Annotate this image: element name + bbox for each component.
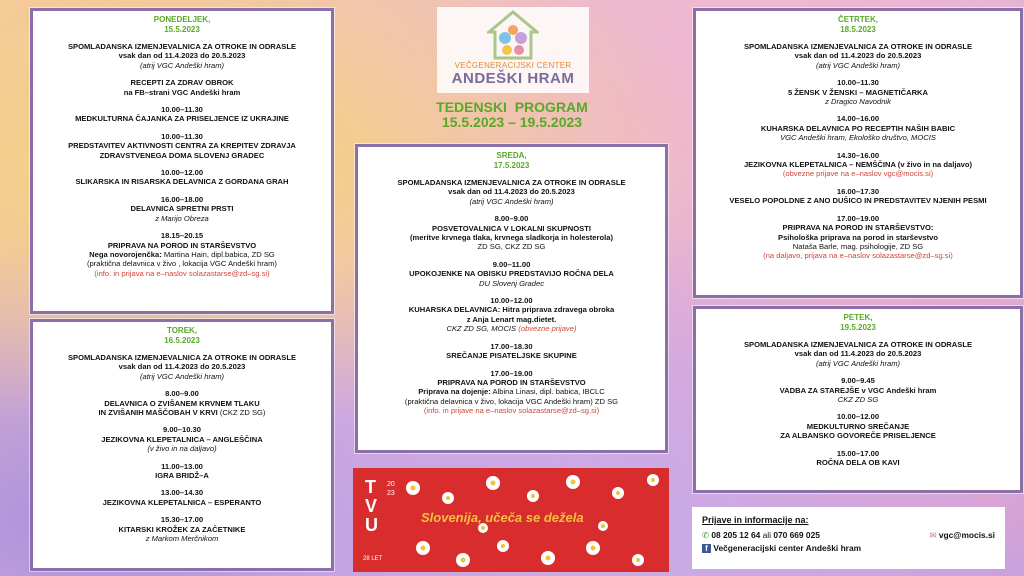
event [702, 151, 1014, 179]
program-dates: 15.5.2023 – 19.5.2023 [441, 114, 583, 130]
event-title-line2: ZA ALBANSKO GOVOREČE PRISELJENCE [780, 431, 936, 441]
phone-2[interactable]: 070 669 025 [773, 530, 820, 540]
event-time: 10.00–11.30 [161, 131, 203, 141]
event [39, 389, 325, 417]
event [364, 260, 659, 288]
event-detail-person: Albina Linasi, dipl. babica, IBCLC [490, 387, 605, 397]
event [39, 105, 325, 124]
event-title: ROČNA DELA OB KAVI [816, 458, 900, 468]
contact-facebook [702, 543, 995, 553]
event-title: PRIPRAVA NA POROD IN STARŠEVSTVO [437, 377, 586, 387]
facebook-link[interactable]: Večgeneracijski center Andeški hram [713, 543, 862, 553]
event-note: (v živo in na daljavo) [147, 444, 217, 454]
event-title-line2 [39, 408, 325, 417]
event-title-line2: (meritve krvnega tlaka, krvnega sladkorja in holesterola) [409, 233, 613, 243]
event-time: 18.15–20.15 [160, 231, 204, 241]
monday-card [30, 8, 334, 314]
event-host: z Marijo Obreza [155, 213, 209, 223]
event-info: (na daljavo, prijava na e–naslov solazastarse@zd–sg.si) [763, 251, 953, 261]
event-info: (info. in prijava na e–naslov solazastarse@zd–sg.si) [94, 268, 270, 278]
event [702, 412, 1014, 440]
logo [437, 7, 589, 93]
event-host: VGC Andeški hram, Ekološko društvo, MOCIS [780, 133, 936, 143]
event-detail-label: Nega novorojenčka: [89, 249, 162, 259]
event-time: 17.00–19.00 [836, 213, 880, 223]
event [39, 78, 325, 97]
event [702, 187, 1014, 206]
tuesday-card [30, 319, 334, 571]
event-time: 15.30–17.00 [160, 515, 204, 525]
day-date: 15.5.2023 [164, 24, 200, 34]
event-org [364, 324, 659, 333]
day-date: 17.5.2023 [493, 160, 530, 170]
event-title: DELAVNICA O ZVIŠANEM KRVNEM TLAKU [104, 398, 260, 408]
day-date: 16.5.2023 [164, 335, 200, 345]
event [702, 42, 1014, 70]
event-title: JEZIKOVNA KLEPETALNICA – NEMŠČINA (v živo in na daljavo) [743, 160, 973, 170]
thursday-card [693, 8, 1023, 298]
event [702, 114, 1014, 142]
day-name: SREDA, [496, 151, 527, 160]
event-title: IGRA BRIDŽ–A [155, 471, 209, 481]
friday-card [693, 306, 1023, 493]
day-date: 19.5.2023 [840, 322, 876, 332]
event-subtitle: vsak dan od 11.4.2023 do 20.5.2023 [448, 187, 575, 197]
tvu-banner [353, 468, 669, 572]
event [39, 462, 325, 481]
event-time: 16.00–18.00 [160, 194, 204, 204]
event-title: POSVETOVALNICA V LOKALNI SKUPNOSTI [432, 223, 591, 233]
house-logo-icon [487, 10, 539, 60]
day-name: PETEK, [843, 313, 873, 322]
event-title: PRIPRAVA NA POROD IN STARŠEVSTVO: [782, 223, 934, 233]
event [364, 214, 659, 252]
event-title-line2: ZDRAVSTVENEGA DOMA SLOVENJ GRADEC [99, 150, 265, 160]
event [39, 195, 325, 223]
event [39, 231, 325, 278]
event-title-line2-text: IN ZVIŠANIH MAŠČOBAH V KRVI [98, 408, 218, 418]
event-subtitle: vsak dan od 11.4.2023 do 20.5.2023 [118, 362, 246, 372]
day-name: ČETRTEK, [838, 15, 878, 24]
logo-subtitle: VEČGENERACIJSKI CENTER [454, 61, 572, 70]
event-title: DELAVNICA SPRETNI PRSTI [130, 204, 234, 214]
event-time: 9.00–11.00 [492, 259, 531, 269]
event-requirement: (obvezne prijave na e–naslov vgc@mocis.si) [782, 169, 934, 179]
event-info: (info. in prijave na e–naslov solazastarse@zd–sg.si) [423, 406, 600, 416]
event-title: SPOMLADANSKA IZMENJEVALNICA ZA OTROKE IN ODRASLE [67, 353, 297, 362]
banner-slogan: Slovenija, učeča se dežela [421, 510, 584, 525]
event-title: KITARSKI KROŽEK ZA ZAČETNIKE [118, 524, 246, 534]
event-detail [364, 387, 659, 396]
contact-row [702, 530, 995, 540]
event-title: SPOMLADANSKA IZMENJEVALNICA ZA OTROKE IN ODRASLE [397, 178, 626, 187]
phone-icon: ✆ [702, 530, 710, 540]
event [702, 376, 1014, 404]
event-org-text: CKZ ZD SG, MOCIS [446, 324, 519, 334]
event [39, 168, 325, 187]
day-name: PONEDELJEK, [153, 15, 211, 24]
event [39, 132, 325, 160]
event-title: SLIKARSKA IN RISARSKA DELAVNICA Z GORDANA GRAH [75, 177, 289, 187]
event-requirement: (obvezne prijave) [518, 324, 577, 334]
event-title: VESELO POPOLDNE Z ANO DUŠICO IN PREDSTAVITEV NJENIH PESMI [729, 196, 987, 206]
event-title: SREČANJE PISATELJSKE SKUPINE [446, 351, 577, 361]
event-title-line2: Psihološka priprava na porod in starševstvo [778, 232, 938, 242]
event-time: 10.00–12.00 [490, 296, 533, 306]
event [39, 488, 325, 507]
event-location: (atrij VGC Andeški hram) [815, 358, 901, 368]
event-time: 10.00–12.00 [160, 168, 204, 178]
event-time: 10.00–11.30 [161, 105, 203, 115]
event-subtitle: vsak dan od 11.4.2023 do 20.5.2023 [794, 51, 922, 61]
event-time: 10.00–12.00 [836, 412, 880, 422]
tvu-logo: TVU [365, 477, 378, 535]
mail-icon: ✉ [929, 530, 937, 540]
event-subtitle: vsak dan od 11.4.2023 do 20.5.2023 [794, 349, 922, 359]
event [39, 353, 325, 381]
event [364, 342, 659, 361]
event [702, 340, 1014, 368]
event-detail [39, 250, 325, 259]
event-location: (atrij VGC Andeški hram) [469, 196, 554, 206]
event [39, 42, 325, 70]
event-time: 13.00–14.30 [160, 488, 204, 498]
event [39, 425, 325, 453]
event-title: KUHARSKA DELAVNICA PO RECEPTIH NAŠIH BABIC [760, 123, 956, 133]
program-heading [405, 100, 619, 130]
event-subtitle: na FB–strani VGC Andeški hram [123, 87, 241, 97]
contact-email [930, 530, 995, 540]
event-time: 14.00–16.00 [836, 114, 880, 124]
event-host: z Dragico Navodnik [825, 97, 891, 107]
event-time: 8.00–9.00 [494, 214, 529, 224]
tvu-years: 28 LET [363, 556, 383, 562]
contact-phones [702, 530, 820, 540]
event-time: 8.00–9.00 [165, 389, 199, 399]
event [364, 178, 659, 206]
event-title: JEZIKOVNA KLEPETALNICA – ESPERANTO [102, 497, 262, 507]
event-detail-label: Priprava na dojenje: [418, 387, 491, 397]
event-title: KUHARSKA DELAVNICA: Hitra priprava zdravega obroka [408, 305, 615, 315]
day-date: 18.5.2023 [840, 24, 876, 34]
event [702, 214, 1014, 261]
event-title: 5 ŽENSK V ŽENSKI – MAGNETIČARKA [787, 87, 929, 97]
event-host: CKZ ZD SG [837, 395, 879, 405]
event [364, 296, 659, 334]
event [702, 78, 1014, 106]
event-title: MEDKULTURNO SREČANJE [806, 421, 910, 431]
event-title: SPOMLADANSKA IZMENJEVALNICA ZA OTROKE IN ODRASLE [743, 340, 973, 349]
event-subtitle: vsak dan od 11.4.2023 do 20.5.2023 [118, 51, 246, 61]
facebook-icon: f [702, 544, 711, 553]
phone-1[interactable]: 08 205 12 64 [711, 530, 761, 540]
event-title: PREDSTAVITEV AKTIVNOSTI CENTRA ZA KREPITEV ZDRAVJA [68, 141, 296, 151]
phone-separator: ali [760, 530, 774, 540]
event-title: PRIPRAVA NA POROD IN STARŠEVSTVO [107, 240, 257, 250]
event-time: 9.00–9.45 [841, 376, 875, 386]
event-title: VADBA ZA STAREJŠE v VGC Andeški hram [779, 385, 937, 395]
event-title: SPOMLADANSKA IZMENJEVALNICA ZA OTROKE IN ODRASLE [67, 42, 297, 51]
event-title-line2: z Anja Lenart mag.dietet. [466, 314, 557, 324]
event-time: 14.30–16.00 [836, 150, 880, 160]
event-extra: (praktična delavnica v živo , lokacija VGC Andeški hram) [87, 259, 277, 269]
email-link[interactable]: vgc@mocis.si [938, 530, 995, 540]
event [364, 369, 659, 416]
event-org: ZD SG, CKZ ZD SG [477, 242, 546, 252]
event-time: 17.00–19.00 [490, 368, 533, 378]
event-title: RECEPTI ZA ZDRAV OBROK [130, 78, 234, 88]
wednesday-card [355, 144, 668, 453]
event-title: JEZIKOVNA KLEPETALNICA – ANGLEŠČINA [101, 434, 263, 444]
logo-title: ANDEŠKI HRAM [451, 70, 575, 87]
event-time: 9.00–10.30 [162, 425, 201, 435]
event-host: DU Slovenj Gradec [479, 278, 544, 288]
event [702, 449, 1014, 468]
event-time: 10.00–11.30 [837, 78, 879, 88]
event-time: 15.00–17.00 [836, 448, 880, 458]
event-extra: (praktična delavnica v živo, lokacija VGC Andeški hram) ZD SG [404, 396, 619, 406]
tvu-year: 2023 [387, 481, 395, 497]
contact-title: Prijave in informacije na: [702, 515, 809, 525]
event-location: (atrij VGC Andeški hram) [139, 371, 225, 381]
event-title: SPOMLADANSKA IZMENJEVALNICA ZA OTROKE IN ODRASLE [743, 42, 973, 51]
event-location: (atrij VGC Andeški hram) [139, 60, 225, 70]
event-title: MEDKULTURNA ČAJANKA ZA PRISELJENCE IZ UKRAJINE [75, 114, 289, 124]
event-org: (CKZ ZD SG) [217, 408, 266, 418]
contact-box [692, 507, 1005, 569]
event [39, 515, 325, 543]
day-name: TOREK, [166, 326, 198, 335]
event-detail-person: Martina Hain, dipl.babica, ZD SG [161, 249, 275, 259]
event-detail-person: Nataša Barle, mag. psihologije, ZD SG [792, 241, 924, 251]
program-title: TEDENSKI PROGRAM [436, 99, 588, 115]
event-location: (atrij VGC Andeški hram) [815, 60, 901, 70]
event-time: 11.00–13.00 [161, 461, 203, 471]
event-title: UPOKOJENKE NA OBISKU PREDSTAVIJO ROČNA DELA [409, 269, 614, 279]
event-time: 16.00–17.30 [836, 186, 880, 196]
event-host: z Markom Merčnikom [145, 534, 219, 544]
event-time: 17.00–18.30 [490, 341, 533, 351]
